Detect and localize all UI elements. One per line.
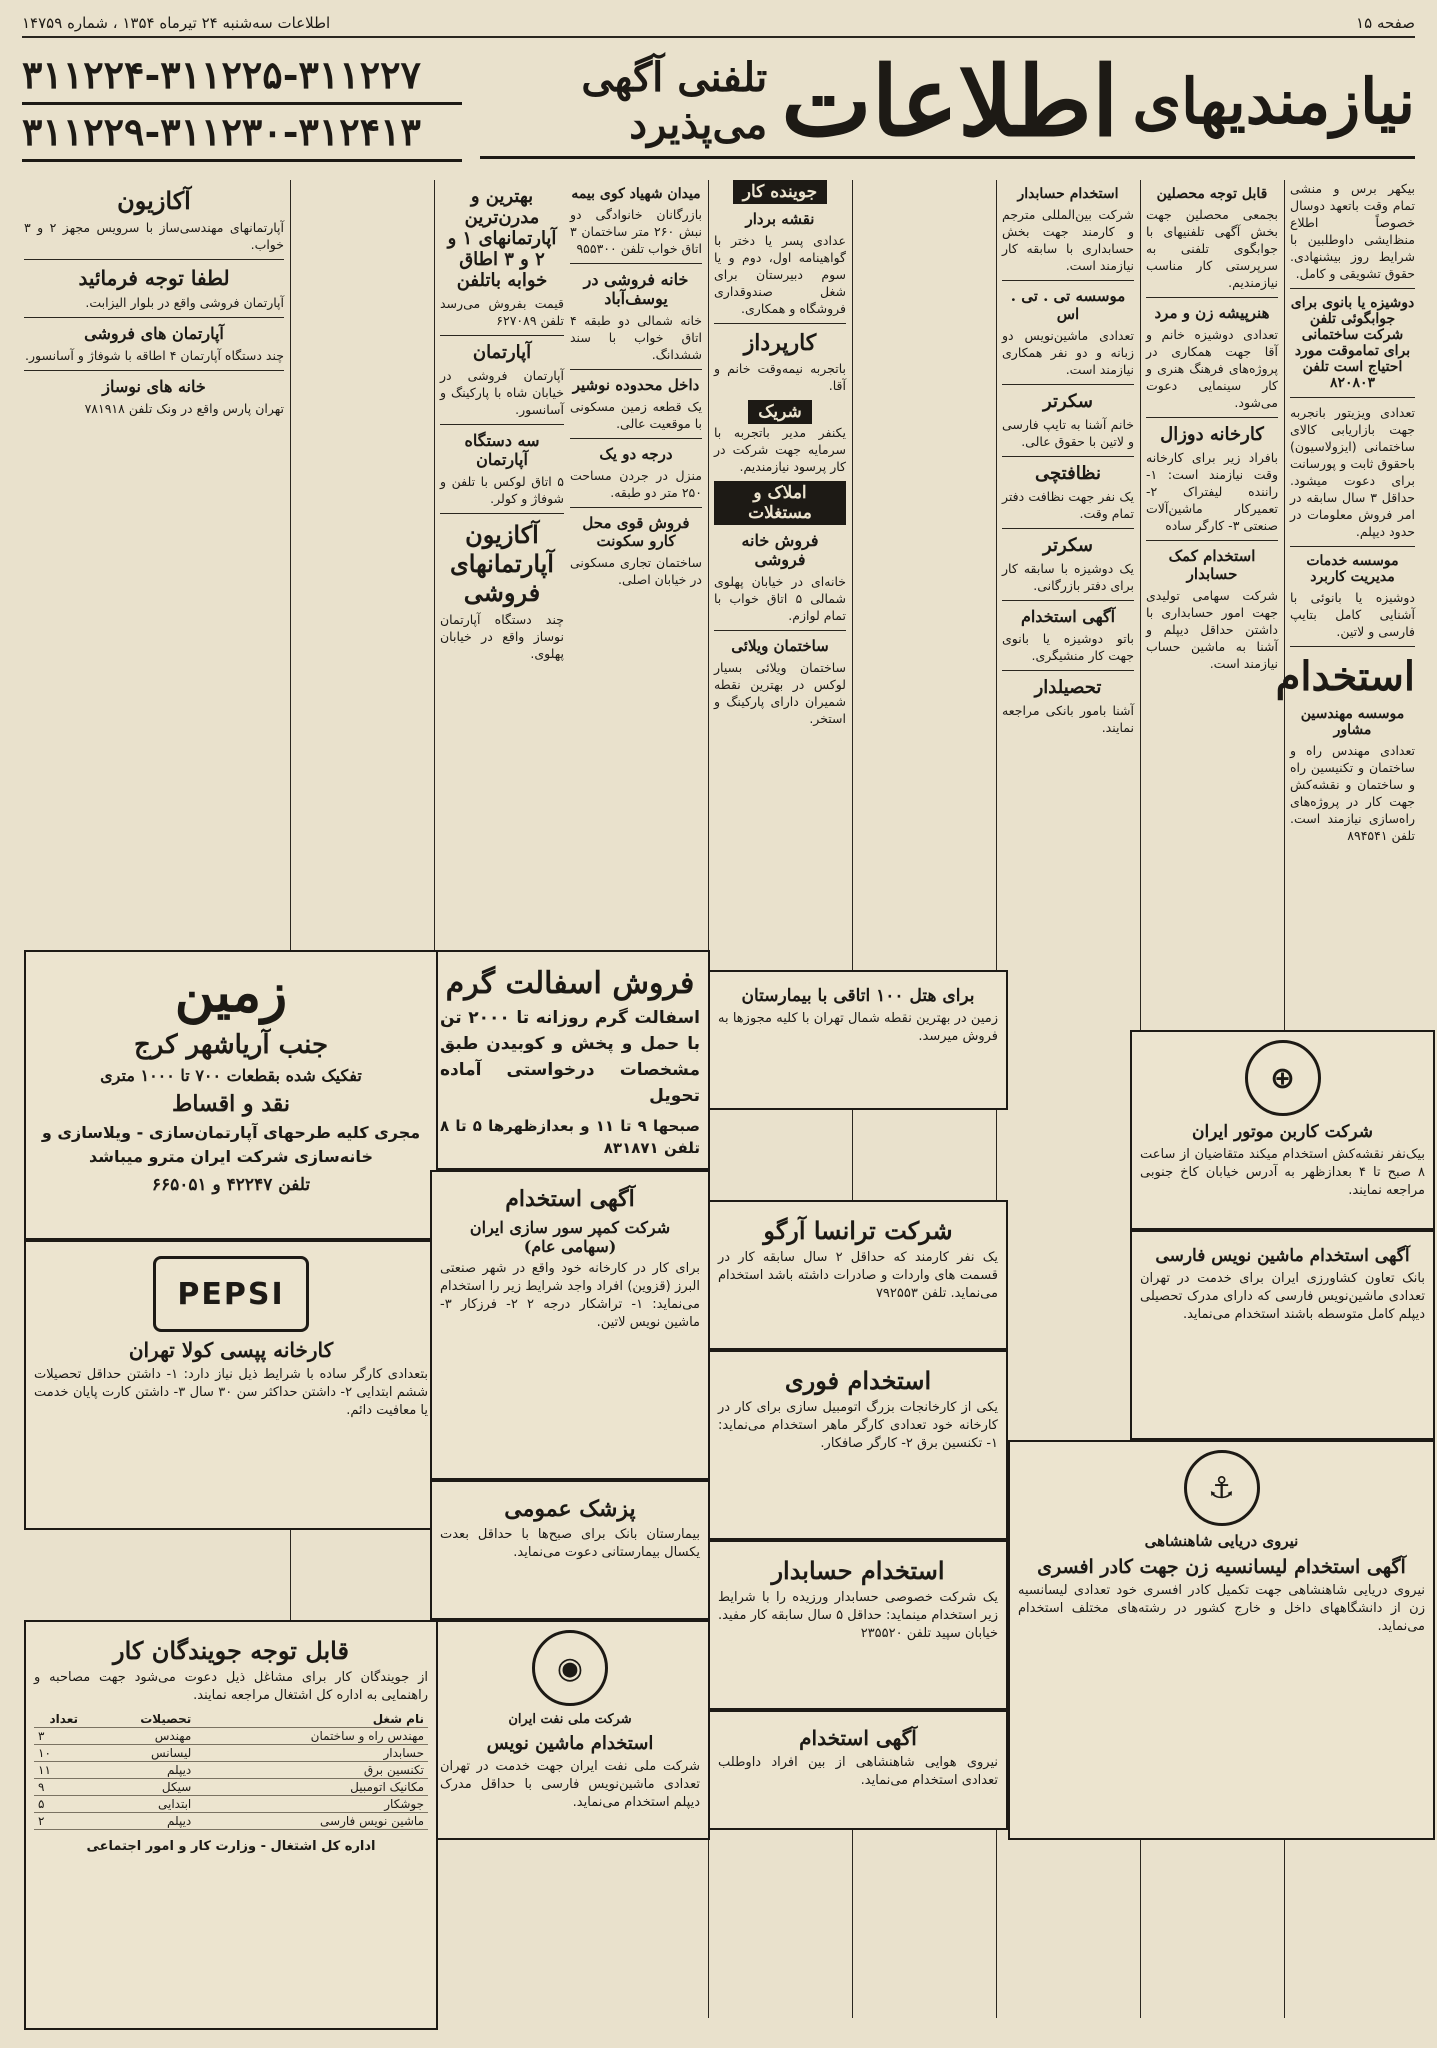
ad-text: ۵ اتاق لوکس با تلفن و شوفاژ و کولر. bbox=[440, 474, 564, 506]
ad-heading: کارخانه دوزال bbox=[1160, 424, 1264, 445]
oil-company-logo-icon: ◉ bbox=[532, 1630, 608, 1706]
ad-text: اسفالت گرم روزانه تا ۲۰۰۰ تن با حمل و پخش و کوبیدن طبق مشخصات درخواستی آماده تحویل bbox=[440, 1008, 700, 1106]
ad-text: بانک تعاون کشاورزی ایران برای خدمت در تهران تعدادی ماشین‌نویس فارسی که دارای مدرک تحصیلی دیپلم کامل متوسطه باشند استخدام می‌نماید. bbox=[1140, 1271, 1425, 1322]
ad-text: تعدادی مهندس راه و ساختمان و تکنیسین راه و ساختمان و نقشه‌کش جهت کار در پروژه‌های راه‌سازی نیازمند است. تلفن ۸۹۴۵۴۱ bbox=[1290, 743, 1415, 843]
ad-heading: استخدام حسابدار bbox=[771, 1556, 945, 1585]
ad-text: زمین در بهترین نقطه شمال تهران با کلیه مجوزها به فروش میرسد. bbox=[718, 1011, 998, 1044]
ad-heading: شرکت کاربن موتور ایران bbox=[1192, 1122, 1373, 1142]
ad-heading: آپارتمان های فروشی bbox=[84, 324, 224, 343]
ad-heading: آگهی استخدام bbox=[1020, 607, 1116, 626]
ad-heading: دوشیزه یا بانوی برای جوابگوئی تلفن شرکت ساختمانی برای تماموقت مورد احتیاج است تلفن ۸۲۰۸۰۳ bbox=[1290, 295, 1415, 391]
top-header-line bbox=[22, 10, 1415, 38]
table-cell: مکانیک اتومبیل bbox=[195, 1779, 428, 1796]
ad-text: خانه‌ای در خیابان پهلوی شمالی ۵ اتاق خواب با تمام لوازم. bbox=[714, 574, 846, 623]
ad-heading: فروش قوی محل کارو سکونت bbox=[582, 514, 690, 550]
masthead-part-2: اطلاعات bbox=[781, 44, 1119, 158]
ad-text: آپارتمانهای مهندسی‌ساز با سرویس مجهز ۲ و ۳ خواب. bbox=[24, 220, 285, 252]
ad-text: بیمارستان بانک برای صبح‌ها با حداقل بعدت یکسال بیمارستانی دعوت می‌نماید. bbox=[440, 1527, 700, 1560]
phones-row-1: ۳۱۱۲۲۴-۳۱۱۲۲۵-۳۱۱۲۲۷ bbox=[22, 48, 462, 105]
ad-text: تعدادی ماشین‌نویس دو زبانه و دو نفر همکاری نیازمند است. bbox=[1002, 328, 1134, 377]
ad-text: بیکهر برس و منشی تمام وقت باتعهد دوسال خصوصاً اطلاع منظ‌ایشی داوطلبین با شرایط روز بیشنهادی. حقوق تشویقی و کامل. bbox=[1290, 181, 1415, 281]
ad-heading: سکرتر bbox=[1043, 391, 1093, 412]
ad-text: دوشیزه یا بانوئی با آشنایی کامل بتایپ فارسی و لاتین. bbox=[1290, 590, 1415, 639]
ad-heading: آگهی استخدام ماشین نویس فارسی bbox=[1155, 1246, 1410, 1266]
column-7 bbox=[24, 180, 284, 920]
ad-text: یک نفر کارمند که حداقل ۲ سال سابقه کار در قسمت های واردات و صادرات داشته باشد استخدام می‌نماید. تلفن ۷۹۲۵۵۳ bbox=[718, 1250, 998, 1301]
ad-heading: موسسه تی . تی . اس bbox=[1010, 287, 1126, 323]
table-header-row bbox=[34, 1711, 428, 1728]
table-cell: ۱۱ bbox=[34, 1762, 82, 1779]
ad-heading: استخدام فوری bbox=[784, 1366, 932, 1395]
ad-heading: آکازیون bbox=[117, 186, 191, 215]
table-cell: تکنسین برق bbox=[195, 1762, 428, 1779]
ad-heading: درجه دو یک bbox=[599, 445, 673, 463]
ad-heading: بهترین و مدرن‌ترین آپارتمانهای ۱ و ۲ و ۳ اطاق خوابه باتلفن bbox=[447, 186, 557, 291]
ad-text: خانم آشنا به تایپ فارسی و لاتین با حقوق عالی. bbox=[1002, 417, 1134, 449]
job-seekers-ad bbox=[24, 1620, 438, 2030]
ad-heading: کارخانه پپسی کولا تهران bbox=[128, 1338, 334, 1362]
transarco-ad bbox=[708, 1200, 1008, 1350]
ad-text: بیک‌نفر نقشه‌کش استخدام میکند متقاضیان از ساعت ۸ صبح تا ۴ بعدازظهر به آدرس خیابان کاخ جنوبی مراجعه نمایند. bbox=[1140, 1147, 1425, 1198]
ad-text: تعدادی دوشیزه خانم و آقا جهت همکاری در پروژه‌های فرهنگ هنری و کار سینمایی دعوت می‌شود. bbox=[1146, 327, 1278, 410]
ad-text: باتو دوشیزه یا بانوی جهت کار منشیگری. bbox=[1002, 631, 1134, 663]
ad-footer: اداره کل اشتغال - وزارت کار و امور اجتماعی bbox=[86, 1839, 376, 1854]
ad-heading: شرکت ترانسا آرگو bbox=[763, 1216, 953, 1245]
ad-heading: هنرپیشه زن و مرد bbox=[1154, 304, 1270, 322]
ad-heading-large: زمین bbox=[174, 960, 288, 1024]
ad-heading: داخل محدوده نوشیر bbox=[572, 376, 700, 394]
ad-text: یک شرکت خصوصی حسابدار ورزیده را با شرایط زیر استخدام مینماید: حداقل ۵ سال سابقه کار مفید. خیابان سپید تلفن ۲۳۵۵۲۰ bbox=[718, 1590, 998, 1641]
table-cell: ابتدایی bbox=[82, 1796, 195, 1813]
navy-emblem-icon: ⚓ bbox=[1184, 1450, 1260, 1526]
ad-subheading: شرکت ملی نفت ایران bbox=[508, 1712, 632, 1727]
ad-heading: آپارتمان bbox=[472, 342, 532, 363]
ad-heading: سکرتر bbox=[1043, 535, 1093, 556]
ad-text: بجمعی محصلین جهت بخش آگهی تلفنیهای با جوابگوی تلفنی به سرپرستی کار مناسب نیازمندیم. bbox=[1146, 207, 1278, 290]
ad-heading: برای هتل ۱۰۰ اتاقی با بیمارستان bbox=[741, 986, 975, 1006]
jobs-table bbox=[34, 1711, 428, 1830]
table-row bbox=[34, 1796, 428, 1813]
column-5 bbox=[570, 180, 702, 940]
ad-subheading: موسسه مهندسین مشاور bbox=[1300, 706, 1405, 738]
oil-company-ad bbox=[430, 1620, 710, 1840]
ad-text: یک دوشیزه با سابقه کار برای دفتر بازرگانی. bbox=[1002, 561, 1134, 593]
navy-ad bbox=[1008, 1440, 1435, 1840]
table-cell: ۳ bbox=[34, 1728, 82, 1745]
hotel-ad bbox=[708, 970, 1008, 1110]
ad-heading: آگهی استخدام bbox=[505, 1186, 635, 1212]
ad-text: تهران پارس واقع در ونک تلفن ۷۸۱۹۱۸ bbox=[84, 401, 284, 416]
ad-heading: استخدام حسابدار bbox=[1017, 186, 1119, 202]
asphalt-ad bbox=[430, 950, 710, 1170]
table-cell: ۵ bbox=[34, 1796, 82, 1813]
ad-text: یکنفر مدیر باتجربه با سرمایه جهت شرکت در کار پرسود نیازمندیم. bbox=[714, 425, 846, 474]
table-cell: ۲ bbox=[34, 1813, 82, 1830]
table-row bbox=[34, 1762, 428, 1779]
column-1 bbox=[1275, 180, 1415, 1100]
ad-heading: آگهی استخدام لیسانسیه زن جهت کادر افسری bbox=[1037, 1556, 1406, 1578]
table-header: تحصیلات bbox=[82, 1711, 195, 1728]
ad-text: آشنا بامور بانکی مراجعه نمایند. bbox=[1002, 703, 1134, 735]
ad-text: ساختمان تجاری مسکونی در خیابان اصلی. bbox=[570, 555, 702, 587]
ad-phone: تلفن ۴۲۲۴۷ و ۶۶۵۰۵۱ bbox=[151, 1175, 311, 1195]
ad-text: آپارتمان فروشی در خیابان شاه با پارکینگ و آسانسور. bbox=[440, 368, 564, 417]
phone-numbers-block bbox=[22, 48, 462, 162]
table-row bbox=[34, 1728, 428, 1745]
ad-heading-large: استخدام bbox=[1275, 653, 1415, 700]
ad-heading: استخدام کمک حسابدار bbox=[1168, 547, 1256, 583]
ad-text: منزل در جردن مساحت ۲۵۰ متر دو طبقه. bbox=[570, 468, 702, 500]
ad-text: یکی از کارخانجات بزرگ اتومبیل سازی برای کار در کارخانه خود تعدادی کارگر ماهر استخدام می‌نماید: ۱- تکنسین برق ۲- کارگر صافکار. bbox=[718, 1400, 998, 1451]
ad-text: قیمت بفروش می‌رسد تلفن ۶۲۷۰۸۹ bbox=[440, 296, 564, 328]
carbon-logo-icon: ⊕ bbox=[1245, 1040, 1321, 1116]
table-row bbox=[34, 1813, 428, 1830]
page-number: صفحه ۱۵ bbox=[1356, 14, 1415, 32]
ad-heading: میدان شهیاد کوی بیمه bbox=[571, 186, 701, 202]
ad-subheading: نیروی دریایی شاهنشاهی bbox=[1144, 1532, 1299, 1550]
table-cell: ۹ bbox=[34, 1779, 82, 1796]
table-row bbox=[34, 1779, 428, 1796]
ad-heading: پزشک عمومی bbox=[504, 1496, 636, 1522]
section-tab: املاک و مستغلات bbox=[714, 481, 846, 525]
ad-text: چند دستگاه آپارتمان نوساز واقع در خیابان پهلوی. bbox=[440, 612, 564, 661]
ad-subheading: جنب آریاشهر کرج bbox=[133, 1030, 329, 1060]
ad-text: یک نفر جهت نظافت دفتر تمام وقت. bbox=[1002, 489, 1134, 521]
ad-text: صبحها ۹ تا ۱۱ و بعدازظهرها ۵ تا ۸ تلفن ۸۳۱۸۷۱ bbox=[440, 1117, 700, 1157]
column-2 bbox=[1146, 180, 1278, 1100]
masthead-part-3: تلفنی آگهی می‌پذیرد bbox=[581, 54, 768, 148]
air-force-ad bbox=[708, 1710, 1008, 1830]
ad-subheading: نقد و اقساط bbox=[171, 1091, 291, 1117]
ad-text: خانه شمالی دو طبقه ۴ اتاق خواب با سند ششدانگ. bbox=[570, 313, 702, 362]
ad-heading: سه دستگاه آپارتمان bbox=[464, 431, 540, 469]
ad-heading: لطفا توجه فرمائید bbox=[78, 266, 230, 290]
ad-heading: فروش خانه فروشی bbox=[741, 531, 819, 569]
ad-text: تعدادی ویزیتور بانجربه جهت بازاریابی کالای ساختمانی (ایزولاسیون) باحقوق ثابت و پورسانت برای دعوت میشود. حداقل ۳ سال سابقه در امر فروش معلومات در حدود دیپلم. bbox=[1290, 405, 1415, 539]
section-tab: شریک bbox=[748, 400, 812, 424]
urgent-hiring-ad bbox=[708, 1350, 1008, 1540]
masthead-part-1: نیازمندیهای bbox=[1132, 64, 1415, 138]
ad-heading: نقشه بردار bbox=[745, 210, 815, 228]
ad-heading: قابل توجه محصلین bbox=[1156, 186, 1268, 202]
ad-text: باتجربه نیمه‌وقت خانم و آقا. bbox=[714, 361, 846, 393]
masthead bbox=[480, 46, 1415, 159]
ad-text: ساختمان ویلائی بسیار لوکس در بهترین نقطه شمیران دارای پارکینگ و استخر. bbox=[714, 660, 846, 726]
ad-text: نیروی هوایی شاهنشاهی از بین افراد داوطلب تعدادی استخدام می‌نماید. bbox=[718, 1755, 998, 1788]
ad-text: مجری کلیه طرحهای آپارتمان‌سازی - ویلاسازی و خانه‌سازی شرکت ایران مترو میباشد bbox=[41, 1123, 421, 1166]
table-header: تعداد bbox=[34, 1711, 82, 1728]
table-cell: ماشین نویس فارسی bbox=[195, 1813, 428, 1830]
ad-heading: خانه های نوساز bbox=[102, 377, 206, 396]
ad-heading: فروش اسفالت گرم bbox=[445, 966, 695, 1001]
ad-subheading: شرکت کمپر سور سازی ایران (سهامی عام) bbox=[469, 1218, 671, 1256]
ad-heading: قابل توجه جویندگان کار bbox=[113, 1636, 349, 1665]
typist-ad bbox=[1130, 1230, 1435, 1440]
ad-heading: آگهی استخدام bbox=[799, 1726, 917, 1750]
doctor-ad bbox=[430, 1480, 710, 1620]
ad-heading: آکازیون آپارتمانهای فروشی bbox=[450, 520, 554, 607]
table-cell: حسابدار bbox=[195, 1745, 428, 1762]
ad-text: چند دستگاه آپارتمان ۴ اطاقه با شوفاژ و آسانسور. bbox=[25, 348, 284, 363]
ad-text: شرکت ملی نفت ایران جهت خدمت در تهران تعدادی ماشین‌نویس فارسی با حداقل مدرک دیپلم استخدام می‌نماید. bbox=[440, 1759, 700, 1810]
table-cell: مهندس راه و ساختمان bbox=[195, 1728, 428, 1745]
ad-text: از جویندگان کار برای مشاغل ذیل دعوت می‌شود جهت مصاحبه و راهنمایی به اداره کل اشتغال مراجعه نمایند. bbox=[34, 1670, 428, 1703]
table-cell: مهندس bbox=[82, 1728, 195, 1745]
table-cell: دیپلم bbox=[82, 1762, 195, 1779]
ad-text: بازرگانان خانوادگی دو نبش ۲۶۰ متر ساختمان ۳ اتاق خواب تلفن ۹۵۵۳۰۰ bbox=[570, 207, 703, 256]
ad-text: شرکت بین‌المللی مترجم و کارمند جهت بخش حسابداری با سابقه کار نیازمند است. bbox=[1002, 207, 1134, 273]
table-header: نام شغل bbox=[195, 1711, 428, 1728]
issue-info: اطلاعات سه‌شنبه ۲۴ تیرماه ۱۳۵۴ ، شماره ۱۴۷۵۹ bbox=[22, 14, 331, 32]
ad-heading: موسسه خدمات مدیریت کاربرد bbox=[1306, 553, 1399, 585]
zamin-ad bbox=[24, 950, 438, 1240]
ad-heading: نظافتچی bbox=[1035, 463, 1101, 484]
table-cell: دیپلم bbox=[82, 1813, 195, 1830]
pepsi-ad bbox=[24, 1240, 438, 1530]
ad-heading: تحصیلدار bbox=[1034, 677, 1102, 698]
table-row bbox=[34, 1745, 428, 1762]
table-cell: لیسانس bbox=[82, 1745, 195, 1762]
ad-text: آپارتمان فروشی واقع در بلوار الیزابت. bbox=[85, 295, 284, 310]
ad-text: بتعدادی کارگر ساده با شرایط ذیل نیاز دارد: ۱- داشتن حداقل تحصیلات ششم ابتدایی ۲- داشتن حداکثر سن ۳۰ سال ۳- داشتن کارت پایان خدمت یا معافیت دائم. bbox=[34, 1367, 428, 1418]
pepsi-logo: PEPSI bbox=[153, 1256, 309, 1332]
table-cell: جوشکار bbox=[195, 1796, 428, 1813]
column-4 bbox=[714, 180, 846, 940]
ad-text: شرکت سهامی تولیدی جهت امور حسابداری با داشتن حداقل دیپلم و آشنا به ماشین حساب نیازمند است. bbox=[1146, 588, 1278, 671]
ad-text: بافراد زیر برای کارخانه وقت نیازمند است: ۱- راننده لیفتراک ۲- تعمیرکار ماشین‌آلات صنعتی ۳- کارگر ساده bbox=[1146, 450, 1278, 533]
ad-text: نیروی دریایی شاهنشاهی جهت تکمیل کادر افسری خود تعدادی لیسانسیه زن از دانشگاههای داخل و خارج کشور در رشته‌های مختلف استخدام می‌نماید. bbox=[1018, 1583, 1425, 1634]
accountant-ad bbox=[708, 1540, 1008, 1710]
ad-text: یک قطعه زمین مسکونی با موقعیت عالی. bbox=[570, 399, 702, 431]
carbon-motor-ad bbox=[1130, 1030, 1435, 1230]
ad-heading: کارپرداز bbox=[743, 330, 817, 356]
ad-heading: استخدام ماشین نویس bbox=[486, 1733, 654, 1754]
ad-subheading: تفکیک شده بقطعات ۷۰۰ تا ۱۰۰۰ متری bbox=[100, 1066, 362, 1085]
ad-text: برای کار در کارخانه خود واقع در شهر صنعتی البرز (قزوین) افراد واجد شرایط زیر را استخدام می‌نماید: ۱- تراشکار درجه ۲ ۲- فرزکار ۳- ماشین نویس لاتین. bbox=[440, 1261, 700, 1330]
ad-heading: خانه فروشی در یوسف‌آباد bbox=[583, 270, 689, 308]
ad-heading: ساختمان ویلائی bbox=[731, 637, 829, 655]
compressor-ad bbox=[430, 1170, 710, 1480]
phones-row-2: ۳۱۱۲۲۹-۳۱۱۲۳۰-۳۱۲۴۱۳ bbox=[22, 105, 462, 162]
section-tab: جوینده کار bbox=[733, 180, 827, 204]
column-3 bbox=[1002, 180, 1134, 1340]
table-cell: ۱۰ bbox=[34, 1745, 82, 1762]
table-cell: سیکل bbox=[82, 1779, 195, 1796]
ad-text: عدادی پسر یا دختر با گواهینامه اول، دوم و یا سوم دبیرستان برای شغل صندوقداری فروشگاه و همکاری. bbox=[714, 233, 846, 316]
